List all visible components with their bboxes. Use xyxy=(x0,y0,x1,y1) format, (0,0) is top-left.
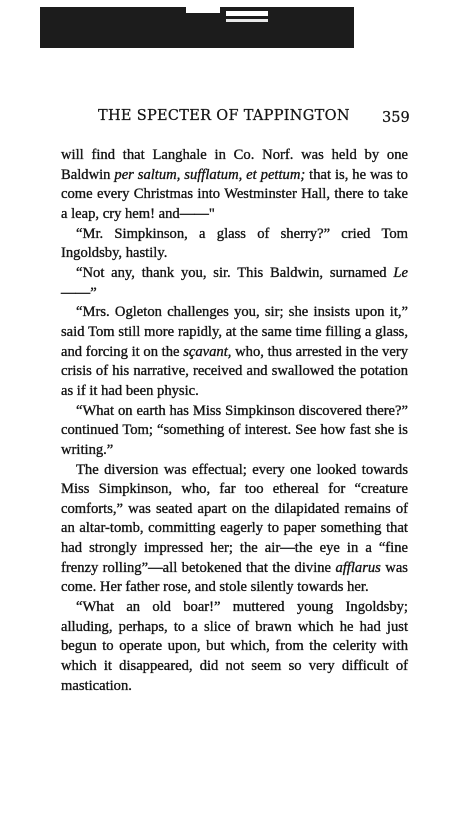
paragraph xyxy=(61,402,408,461)
bar-notch xyxy=(226,11,268,16)
italic-text: per saltum, sufflatum, et pettum; xyxy=(114,166,306,183)
text-segment: was come. Her father rose, and stole silently towards her. xyxy=(61,559,408,596)
text-segment: “Mrs. Ogleton challenges you, sir; she insists upon it,” said Tom still more rapidly, at the same time filling a glass, and forcing it on the xyxy=(61,304,408,360)
paragraph xyxy=(61,303,408,401)
redaction-bar xyxy=(40,7,354,48)
text-segment: that is, he was to come every Christmas into Westminster Hall, there to take a leap, cry hem! and——" xyxy=(61,166,408,222)
text-segment: “Not any, thank you, sir. This Baldwin, surnamed xyxy=(76,264,394,281)
text-segment: ——” xyxy=(61,284,97,301)
paragraph xyxy=(61,225,408,264)
italic-text: afflarus xyxy=(335,559,381,576)
paragraph xyxy=(61,598,408,696)
italic-text: Le xyxy=(393,264,408,281)
text-segment: “What on earth has Miss Simpkinson discovered there?” continued Tom; “something of interest. See how fast she is writing.” xyxy=(61,402,408,458)
text-segment: will find that Langhale in Co. Norf. was held by one Baldwin xyxy=(61,147,408,183)
paragraph xyxy=(61,146,408,225)
bar-notch xyxy=(186,7,220,13)
italic-text: sçavant, xyxy=(183,343,232,360)
page-number: 359 xyxy=(382,110,410,126)
running-head xyxy=(0,108,469,134)
paragraph xyxy=(61,461,408,599)
body-text xyxy=(61,146,408,696)
paragraph xyxy=(61,264,408,303)
bar-notch xyxy=(226,19,268,22)
text-segment: “Mr. Simpkinson, a glass of sherry?” cried Tom Ingoldsby, hastily. xyxy=(61,225,408,262)
text-segment: The diversion was effectual; every one looked towards Miss Simpkinson, who, far too ethereal for “creature comforts,” was seated apart on the dilapidated remains of an altar-tomb, committing eagerly to paper something that had strongly impressed her; the air—the eye in a “fine frenzy rolling”—all betokened that the divine xyxy=(61,461,408,576)
text-segment: who, thus arrested in the very crisis of his narrative, received and swallowed the potation as if it had been physic. xyxy=(61,343,408,399)
text-segment: “What an old boar!” muttered young Ingoldsby; alluding, perhaps, to a slice of brawn which he had just begun to operate upon, but which, from the celerity with which it disappeared, did not seem so very difficult of mastication. xyxy=(61,599,408,694)
running-head-title: THE SPECTER OF TAPPINGTON xyxy=(98,108,350,124)
